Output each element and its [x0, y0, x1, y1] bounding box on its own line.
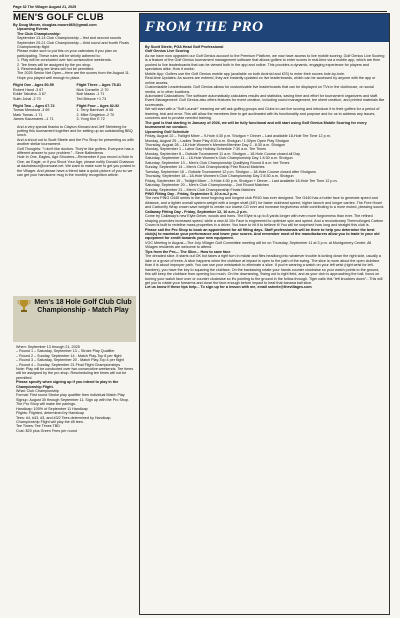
flight-title: Flight One - Ages 50-59 — [13, 83, 54, 88]
flight-row: Bob Maass -1 71 — [76, 92, 105, 97]
schedule-item: Friday, August 22 – Twilight Mixer – 9-Hole 4:30 p.m. Shotgun + Dinner – Last available 18-Hole Tee Time 12 p.m. — [145, 134, 331, 139]
paragraph: Mobile App: Golfers use the Golf Genius mobile app (available on both Android and iOS) to enter their scores hole-by-hole. — [145, 71, 346, 76]
championship-box — [13, 296, 136, 592]
section-title: MEN'S GOLF CLUB — [13, 12, 104, 23]
schedule-item: Sunday, September 21 – Men's Club Championship Finals Matches — [145, 187, 256, 192]
flight-row: James Kaczmarek –1 71 — [13, 117, 54, 122]
champ-when: When: September 13 through 21, 2025 — [16, 345, 80, 349]
champ-handicap: Handicap: 100% of September 11 Handicap — [16, 406, 88, 411]
paragraph: We will start with a "Soft Launch" meaning we will ask golfing groups and Clubs to use live scoring and introduce it to their golfers for a period of learning, trial and error. This will allow the members time to get acclimated with its functionality and purpose and for us to address any issues, concerns and to provide needed training. — [145, 107, 380, 121]
rule-item: 3. Rescheduling tee times will not be permitted. — [17, 67, 95, 72]
tips-heading: Tips from the Pro— The Slice... How to save face — [145, 249, 231, 254]
rule-item: 2. Tee times will be assigned by the pro shop. — [17, 62, 92, 67]
flight-block — [13, 83, 73, 101]
championship-body — [16, 345, 134, 433]
paragraph: The goal is that starting in January of 2026, we will be fully functional and will start using Golf Genius Mobile Scoring for every tournament we conduct. — [145, 120, 367, 130]
flight-block — [77, 104, 137, 122]
champ-what: What: Club Championship — [16, 389, 59, 394]
golf-trophy-icon — [16, 298, 32, 314]
paragraph: Customizable Leaderboards: Golf Genius allows for customizable live leaderboards that can be displayed on TVs in the clubhouse, on social media, or in other locations. — [145, 85, 374, 94]
paragraph: The 2025 Senior Net Open—Here are the scores from the August 11. Hope you played well enough to place. — [17, 71, 130, 80]
flight-row: Mark Tomas -1 71 — [13, 112, 43, 117]
flight-block — [77, 83, 137, 101]
flight-results — [13, 83, 136, 121]
champ-cost: Cost: $20 plus Green Fees per round — [16, 428, 77, 433]
paragraph: And a very special thanks to Clayton Kinnard and Jeff Steinberg for putting this tournament together and for setting up an outstanding BBQ lunch. — [17, 124, 133, 138]
schedule-item: Monday, August 25 – Ladies Team Play 8:30 a.m. Shotgun / 1:30pm Open Play Shotgun — [145, 138, 289, 143]
schedule-item: Thursday, August 28 – 18-Hole Women's Member/Member Day 2 - 8:30 a.m. Shotgun — [145, 142, 285, 147]
paragraph: The dreaded slice. It starts out OK but takes a right turn in midair and flies headlong into whatever trouble is lurking down the right side, usually a lake or a grove of trees. A slice happens when the clubface at impact is open to the path of the swing. The slice is more about the open clubface than it is about improper path. You can use your wristwatch to eliminate a slice. If you're wearing a watch on your left wrist (right wrist for left-handers), you have the key to squaring the clubface. On the backswing rotate your hands counter clockwise so your watch points to the ground, this will keep the clubface from opening too much. On the downswing, Swing out to right field, and as your club is approaching the ball, focus on turning your watch face over or counter clockwise so it's pointing to the ground in the follow-through. Tiger calls this "left knuckles down"...This will get you to rotate your forearms and close the face enough before impact to beat that banana ball slice. — [145, 254, 383, 286]
from-the-pro-box — [139, 13, 390, 615]
paragraph: As we have now upgraded our Golf Genius account to the Premium Platform, we now have access to live mobile scoring. Golf Genius Live Scoring is a feature of the Golf Genius tournament management software that allows golfers to enter scores in real-time via a mobile app, which are then pushed to live leaderboards that can be viewed both in the app and online. This provides a dynamic, engaging experience for players and spectators alike. How it works: — [145, 53, 385, 72]
paragraph: September 13-14 Club Championship – first and second rounds — [17, 36, 122, 41]
paragraph: Event Management: Golf Genius also offers features for event creation, including round management, tee sheet creation, and printed materials like scorecards. — [145, 98, 385, 107]
left-column — [13, 23, 136, 177]
flight-row: 2. Mike Singleton -2 70 — [76, 112, 115, 117]
schedule-item: Saturday, September 11 – 18-Hole Women's Club Championship Day 1 8:30 a.m. Shotgun — [145, 156, 293, 161]
flight-row: Sukh Johal -2 70 — [13, 96, 41, 101]
champ-note: Note: Play will be conducted over two consecutive weekends. Tee times will be assigned by the pro shop. Rescheduling tee times will not be permitted. — [16, 367, 134, 380]
championship-title: Men's 18 Hole Golf Club Club Championship - Match Play — [34, 299, 132, 315]
champ-round: – Round 1 – Saturday, September 13 – Stroke Play Qualifier — [16, 349, 115, 354]
paragraph: The new PING G440 series is the most forgiving and longest club PING has ever designed. The G440 has a hotter face to generate speed and distance, and a lighter overall system weight with a longer shaft (46") for faster clubhead speed, higher launch and longer carries. The Free Hosel and Carbonfly Wrap crown save weight to create our lowest CG ever and increase forgiveness while contributing to a more muted, pleasing sound. — [145, 196, 385, 210]
champ-flights: Flights: Flighted, determined by Handicap — [16, 411, 85, 416]
flight-title: Flight Two – Ages 67-74 — [13, 103, 55, 108]
fitting-heading: Callaway Fitting Day - Friday, September 12, 10 a.m.-2 p.m. — [145, 209, 248, 214]
paragraph: And a shout out to Scott Steele and the Pro Shop for presenting us with another stellar tournament. — [17, 137, 134, 147]
paragraph: Come try Callaway's new Elyte Driver, woods and irons. The Elyte is up to 8 yards longer with even more forgiveness than ever. The refined shaping promotes increased speed, while a new AI 10x Face is engineered to optimize spin and speed. And a revolutionary Thermoforged Carbon Crown is built to redefine mass properties in a driver. You have to hit it to believe it! You will be surprised how long and straight this club is. — [145, 214, 384, 228]
paragraph: Let us know if these tips help... To sign up for a lesson with me, email ssteele@thevillages.com — [145, 285, 312, 290]
champ-signup: Signup: August 30 through September 11. Sign up with the Pro Shop. The Pro Shop will make the pairings. — [16, 397, 130, 407]
flight-row: Nick Conselle -2 70 — [76, 87, 109, 92]
byline: By Doug Moore, douglas.moore865@gmail.com — [13, 23, 97, 27]
schedule-item: Sunday, September 14 – Men's Club Championship First Round Matches — [145, 165, 265, 170]
champ-sign: Please specify when signing up if you intend to play in the Championship Flight. — [16, 380, 119, 389]
champ-format: Format: First round Stroke play qualifier then individual Match Play — [16, 393, 125, 398]
flight-row: Tomas Mendoza -3 69 — [13, 108, 50, 113]
fitting-heading: PING Fitting Day - Friday, September 5, 10 a.m-2 p.m. — [145, 191, 238, 196]
rule-item: 1. Play will be conducted over two consecutive weekends. — [17, 58, 112, 63]
champ-tees: Tees: #4, #43, #3, and #3/2 Tees determined by Handicap. Championship Flight will play the #5 tees. — [16, 415, 112, 424]
schedule-item: Saturday, September 13 – Men's Club Championship Qualifying Round 8 a.m. tee Times — [145, 160, 290, 165]
paragraph: Hole In One, Eagles, Age Shooters—Remember if you record a Hole In One, an Eagle, or if you Shoot Your Age, please notify Donald Chaisson at dachaisson@comcast.net. We want to make sure to get you posted in the Villager. And please have a friend take a quick picture of you so we can get your handsome mug in the monthly recognition article. — [17, 155, 136, 177]
schedule-heading: Upcoming Golf Schedule — [145, 129, 189, 134]
schedule-item: Friday, September 19 – Twilight Mixer – 9-Hole 4:30 p.m. Shotgun + Dinner – Last available 18-Hole Tee Time 12 p.m. — [145, 178, 338, 183]
page-header: Page 32 The Villager August 21, 2025 — [13, 5, 77, 9]
flight-row: Eddie Tabutha -3 67 — [13, 92, 46, 97]
paragraph: Real-time Updates: As scores are entered, they are instantly updated on live leaderboards, which can be accessed by anyone with the app or online access. — [145, 76, 376, 85]
paragraph: VGC Meeting in August—The July Villager Golf Committee meeting will be on Thursday, September 11 at 3 p.m. at Montgomery Center. All Villages residents are welcome to attend. — [145, 240, 372, 250]
pro-subhead: Golf Genius Live Scoring — [145, 49, 190, 54]
pro-byline: By Scott Steele, PGA Head Golf Professional — [145, 45, 224, 49]
schedule-item: Thursday, September 18 – 18-Hole Women's Club Championship Day 2 8:30 a.m. Shotgun — [145, 174, 294, 179]
schedule-item: Saturday, September 20 – Men's Club Championship – 2nd Round Matches — [145, 183, 269, 188]
champ-round: – Round 4 – Sunday, September 21 Final Flight Championships — [16, 362, 121, 367]
championship-heading: The Club Championship: — [17, 31, 61, 36]
schedule-item: Monday, September 1 – Labor Day Holiday Schedule 7:30 a.m. Tee Times — [145, 147, 267, 152]
schedule-item: Tuesday, September 16 – Outside Tournament 12 p.m. Shotgun – 18-Hole Course closed after Shotguns — [145, 169, 316, 174]
flight-row: Robert Hand -3 67 — [13, 87, 44, 92]
paragraph: Please call the Pro Shop to book an appointment for all fitting days. Staff professionals will be there to help you determine the best club(s) to maximize your performance and lower your scores. And remember most of the manufacturers allow you to trade in your old equipment for credit towards your new equipment. — [145, 227, 380, 241]
champ-round: – Round 3 – Saturday, September 20 - Match Play-Top 4 per flight — [16, 358, 124, 363]
paragraph: Golf Thoughts: "I don't like doctors. They're like golfers. Everyone has a different answer to your problem." - Seve Ballesteros — [17, 146, 134, 155]
champ-tee-times: Tee Times: Tee Times TBD — [16, 424, 60, 429]
schedule-item: Monday, September 8 – Outside Tournament 11 a.m. Shotgun – 18-Hole Course closed all Day — [145, 151, 300, 156]
flight-block — [13, 104, 73, 122]
flight-row: 3. Yong Kim E 72 — [76, 117, 105, 122]
from-the-pro-title: FROM THE PRO — [145, 19, 264, 35]
flight-row: Ted Briscoe +1 73 — [76, 96, 107, 101]
paragraph: Please make sure to put this on your calendars if you plan on participating. These rules will be strictly adhered to: — [17, 49, 117, 58]
from-the-pro-text — [145, 45, 385, 290]
champ-round: – Round 2 – Sunday, September 14 - Match Play-Top 8 per flight — [16, 353, 122, 358]
flight-title: Flight Four – Ages 82-92 — [76, 103, 120, 108]
paragraph: Automated Calculations: The software automatically calculates results and statistics, saving time and effort for tournament organizers and staff. — [145, 93, 379, 98]
flight-title: Flight Three – Ages 75-81 — [76, 83, 122, 88]
flight-row: 1. Terry Barnhart -6 66 — [76, 108, 114, 113]
from-the-pro-banner — [140, 14, 389, 42]
paragraph: September 20-21 Club Championship – third round and fourth Finals Championship flight — [17, 40, 129, 50]
upcoming-heading: Upcoming Events — [17, 27, 49, 32]
